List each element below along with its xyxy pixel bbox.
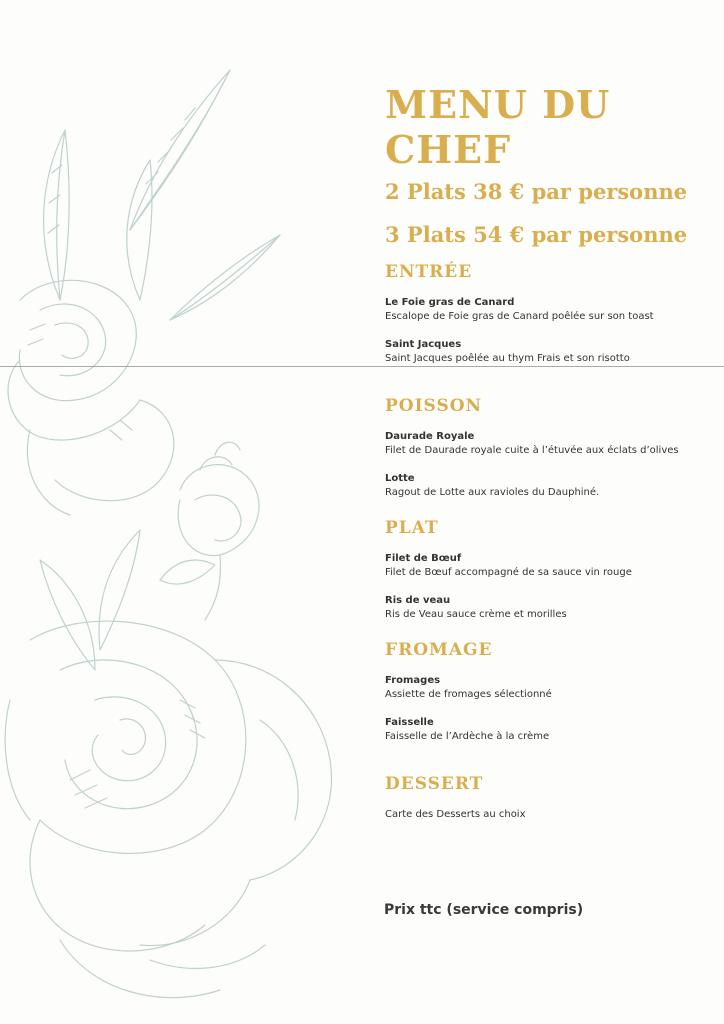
dish-description: Saint Jacques poêlée au thym Frais et son risotto bbox=[385, 353, 630, 364]
dish-item bbox=[385, 338, 715, 366]
dish-item bbox=[385, 594, 715, 622]
dish-item bbox=[385, 472, 715, 500]
section-title: FROMAGE bbox=[385, 640, 493, 660]
dish-description: Ragout de Lotte aux ravioles du Dauphiné. bbox=[385, 487, 600, 498]
section-title: ENTRÉE bbox=[385, 262, 473, 282]
section-dessert bbox=[385, 774, 715, 822]
dish-name: Saint Jacques bbox=[385, 339, 462, 350]
dish-description: Filet de Daurade royale cuite à l’étuvée aux éclats d’olives bbox=[385, 445, 679, 456]
dish-item bbox=[385, 716, 715, 744]
dish-description: Ris de Veau sauce crème et morilles bbox=[385, 609, 567, 620]
dish-name: Daurade Royale bbox=[385, 431, 475, 442]
section-title: DESSERT bbox=[385, 774, 484, 794]
section-entree bbox=[385, 262, 715, 366]
dish-name: Faisselle bbox=[385, 717, 434, 728]
dish-item bbox=[385, 430, 715, 458]
menu-title-line-2: CHEF bbox=[385, 127, 512, 172]
dish-item bbox=[385, 674, 715, 702]
dish-description: Carte des Desserts au choix bbox=[385, 809, 526, 820]
price-two-courses: 2 Plats 38 € par personne bbox=[385, 179, 688, 204]
dish-description: Assiette de fromages sélectionné bbox=[385, 689, 552, 700]
section-poisson bbox=[385, 396, 715, 500]
menu-title-line-1: MENU DU bbox=[385, 82, 611, 127]
section-title: POISSON bbox=[385, 396, 483, 416]
dish-name: Filet de Bœuf bbox=[385, 553, 462, 564]
menu-content bbox=[385, 82, 715, 822]
menu-title bbox=[385, 82, 715, 172]
dish-name: Le Foie gras de Canard bbox=[385, 297, 515, 308]
dish-description: Filet de Bœuf accompagné de sa sauce vin rouge bbox=[385, 567, 632, 578]
section-plat bbox=[385, 518, 715, 622]
dish-name: Ris de veau bbox=[385, 595, 451, 606]
dish-item bbox=[385, 808, 715, 822]
price-note: Prix ttc (service compris) bbox=[384, 902, 584, 918]
dish-description: Faisselle de l’Ardèche à la crème bbox=[385, 731, 550, 742]
dish-name: Lotte bbox=[385, 473, 415, 484]
dish-item bbox=[385, 296, 715, 324]
dish-item bbox=[385, 552, 715, 580]
section-title: PLAT bbox=[385, 518, 439, 538]
section-fromage bbox=[385, 640, 715, 744]
dish-description: Escalope de Foie gras de Canard poêlée sur son toast bbox=[385, 311, 654, 322]
dish-name: Fromages bbox=[385, 675, 441, 686]
price-three-courses: 3 Plats 54 € par personne bbox=[385, 222, 688, 247]
